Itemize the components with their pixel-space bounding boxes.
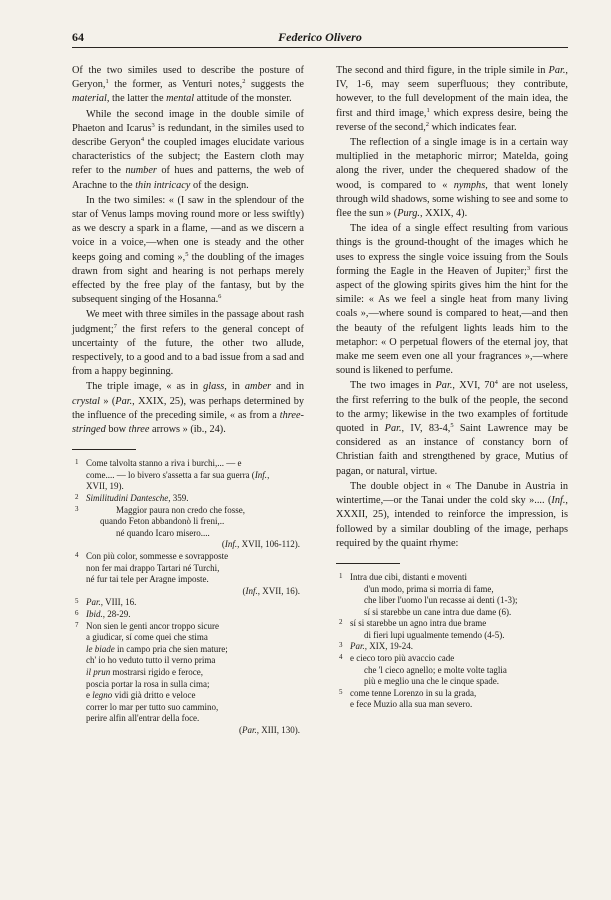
italic-text: three-stringed: [72, 409, 304, 436]
paragraph: [72, 64, 304, 107]
footnote-line: [350, 618, 568, 630]
text-run: The double object in « The Danube in Austria in wintertime,—or the Tanai under the cold sky ».... (: [336, 480, 568, 507]
italic-text: Inf.: [551, 495, 566, 507]
text-run: Saint Lawrence may be considered as an instance of constancy born of Christian faith and strengthened by grace, Mutius of pagan, or natural, virtue.: [336, 423, 568, 477]
footnote-line: [350, 641, 568, 653]
right-column: [336, 64, 568, 711]
italic-text: thin intricacy: [135, 179, 191, 191]
text-run: di fieri lupi ugualmente temendo (4-5).: [364, 629, 505, 640]
text-run: of hues and patterns, the web of Arachne to the: [72, 165, 304, 191]
footnote-mark: 3: [75, 504, 79, 513]
footnote-mark: 4: [75, 551, 79, 560]
text-run: In the two similes: « (I saw in the splendour of the star of Venus lamps moving round more or less swiftly) as we descry a spark in a flame, —and as we discern a voice in a voice,—when one is steady and the other keeps going and coming »,: [72, 194, 304, 263]
italic-text: Inf.: [245, 585, 258, 596]
text-run: Of the two similes used to describe the posture of Geryon,: [72, 65, 304, 91]
italic-text: glass: [203, 381, 225, 393]
text-run: come.... — lo bivero s'assetta a far sua guerra (: [86, 469, 255, 480]
italic-text: Par.: [384, 423, 402, 435]
footnote: [72, 621, 304, 737]
text-run: sí si starebbe un agno intra due brame: [350, 618, 487, 629]
footnote-line: [86, 458, 304, 470]
text-run: Maggior paura non credo che fosse,: [116, 504, 245, 515]
text-run: , XIX, 19-24.: [364, 641, 414, 652]
text-run: quando Feton abbandonò li freni,..: [100, 516, 225, 527]
footnote-line: [86, 586, 304, 598]
footnote-line: [86, 563, 304, 575]
paragraph: [336, 64, 568, 135]
text-run: are not useless, the first referring to the bulk of the people, the second to the army; likewise in the two examples of fortitude quoted in: [336, 380, 568, 435]
italic-text: le biade: [86, 643, 115, 654]
footnote-mark: 5: [75, 597, 79, 606]
text-run: , XXIX, 25), was perhaps determined by the influence of the preceding simile, « as from a: [72, 395, 304, 421]
text-run: né quando Icaro misero....: [116, 527, 210, 538]
footnote-line: [86, 516, 304, 528]
text-run: a giudicar, sí come quei che stima: [86, 632, 208, 643]
text-run: e fece Muzio alla sua man severo.: [350, 699, 473, 710]
footnote-line: [86, 644, 304, 656]
text-run: the coupled images elucidate various characteristics of the subject; the Eastern cloth may refer to the: [72, 137, 304, 177]
footnote-rule: [72, 449, 136, 450]
text-run: , XVI, 70: [452, 380, 495, 392]
text-run: » (: [100, 395, 116, 407]
text-run: come tenne Lorenzo in su la grada,: [350, 687, 477, 698]
text-run: , that went lonely through wild shadows, some wishing to see and some to flee the sun » (: [336, 179, 568, 220]
footnote-ref: 5: [185, 250, 189, 258]
text-run: Non sien le genti ancor troppo sicure: [86, 620, 219, 631]
text-run: poscia portar la rosa in sulla cima;: [86, 678, 210, 689]
text-run: correr lo mar per tutto suo cammino,: [86, 701, 219, 712]
footnote-ref: 3: [151, 121, 155, 129]
footnote-mark: 1: [75, 458, 79, 467]
text-run: of the design.: [190, 179, 249, 191]
paragraph: [72, 194, 304, 308]
footnote-line: [350, 653, 568, 665]
footnote-line: [86, 713, 304, 725]
text-run: vidi già dritto e veloce: [112, 690, 196, 701]
footnote-mark: 2: [75, 493, 79, 502]
text-run: che liber l'uomo l'un recasse ai denti (1-3);: [364, 595, 518, 606]
footnote-mark: 4: [339, 653, 343, 662]
footnote-line: [86, 574, 304, 586]
footnote-line: [86, 621, 304, 633]
paragraph: [336, 480, 568, 551]
italic-text: crystal: [72, 395, 101, 407]
footnote-mark: 7: [75, 620, 79, 629]
text-run: , in: [224, 381, 245, 393]
footnote-mark: 1: [339, 571, 343, 580]
text-run: While the second image in the double simile of Phaeton and Icarus: [72, 108, 304, 134]
footnote-line: [86, 632, 304, 644]
footnote-line: [350, 699, 568, 711]
footnote-line: [86, 470, 304, 482]
italic-text: Ibid.: [86, 609, 103, 619]
italic-text: Par.: [115, 395, 133, 407]
text-run: , XXIX, 4).: [420, 208, 468, 220]
text-run: , the latter the: [106, 93, 167, 105]
footnote-line: [350, 595, 568, 607]
footnote: [72, 458, 304, 493]
text-run: which indicates fear.: [429, 121, 517, 133]
running-title: Federico Olivero: [278, 30, 362, 44]
footnote-line: [86, 493, 304, 505]
text-run: Come talvolta stanno a riva i burchi,... — e: [86, 458, 242, 469]
text-run: e cieco toro più avaccio cade: [350, 653, 455, 664]
footnote-ref: 1: [105, 78, 109, 86]
paragraph: [336, 222, 568, 378]
text-run: ch' io ho veduto tutto il verno prima: [86, 655, 216, 666]
italic-text: nymphs: [453, 179, 486, 191]
footnote: [72, 551, 304, 597]
italic-text: Purg.: [397, 208, 420, 220]
text-run: né fur tai tele per Aragne imposte.: [86, 574, 209, 585]
footnote-line: [86, 597, 304, 609]
italic-text: legno: [92, 690, 113, 701]
italic-text: Par.: [350, 641, 365, 652]
text-run: , XVII, 16).: [257, 585, 300, 596]
footnotes: [336, 572, 568, 711]
text-run: più e meglio una che le cinque spade.: [364, 676, 499, 687]
text-run: the first refers to the general concept of uncertainty of the future, the other two allude, respectively, to a good and to a bad issue from a sad and from a happy beginning.: [72, 323, 304, 378]
footnote-line: [350, 584, 568, 596]
footnote-line: [86, 725, 304, 737]
footnote-mark: 5: [339, 687, 343, 696]
text-run: and in: [271, 381, 305, 393]
text-run: The reflection of a single image is in a certain way multiplied in the metaphoric mirror; Matelda, going along the river, under the chequered shadow of the wood, is compared to «: [336, 137, 568, 191]
footnote-rule: [336, 563, 400, 564]
footnote-ref: 6: [218, 293, 222, 301]
text-run: The two images in: [350, 380, 436, 392]
footnote-ref: 7: [113, 322, 118, 330]
text-run: first the aspect of the glowing spirits gives him the hint for the simile: « As we feel a single heat from many living coals »,—where sound is compared to heat,—and then the beauty of the refulgent lights leads him to the metaphor: « O perpetual flowers of the eternal joy, that make me seem even one all your fragrances »,—where sound is likened to perfume.: [336, 265, 568, 377]
header-rule: [72, 47, 568, 48]
italic-text: il prun: [86, 666, 111, 677]
text-run: suggests the: [245, 79, 304, 91]
text-run: , XXXII, 25), intended to reinforce the impression, is followed by a similar doubling of the image, perhaps required by the quaint rhyme:: [336, 495, 568, 549]
footnote: [72, 505, 304, 551]
italic-text: number: [125, 165, 157, 177]
italic-text: Inf.: [224, 539, 238, 550]
footnote-line: [86, 539, 304, 551]
text-run: , XVII, 106-112).: [237, 539, 300, 550]
footnote-line: [350, 630, 568, 642]
footnote: [72, 493, 304, 505]
text-run: sí si starebbe un cane intra due dame (6).: [364, 606, 512, 617]
footnote-line: [86, 702, 304, 714]
footnote: [336, 641, 568, 653]
text-run: The triple image, « as in: [86, 381, 204, 393]
paragraph: [72, 108, 304, 193]
footnote-mark: 2: [339, 618, 343, 627]
footnote-line: [350, 676, 568, 688]
footnote: [336, 618, 568, 641]
paragraph: [72, 380, 304, 437]
text-run: bow: [105, 424, 129, 436]
text-run: (: [242, 585, 246, 596]
footnote-line: [86, 551, 304, 563]
footnotes: [72, 458, 304, 736]
text-run: Con più color, sommesse e sovrapposte: [86, 551, 229, 562]
italic-text: material: [72, 93, 107, 105]
text-run: , 359.: [168, 493, 189, 504]
text-run: the former, as Venturi notes,: [108, 79, 243, 91]
text-run: attitude of the monster.: [194, 93, 292, 105]
footnote-line: [86, 481, 304, 493]
footnote: [336, 688, 568, 711]
footnote: [336, 653, 568, 688]
text-run: non fer mai drappo Tartari né Turchi,: [86, 562, 220, 573]
paragraph: [72, 308, 304, 379]
footnote-ref: 2: [242, 78, 246, 86]
italic-text: Par.: [435, 380, 453, 392]
text-run: We meet with three similes in the passage about rash judgment;: [72, 309, 304, 335]
paragraph: [336, 136, 568, 221]
footnote-line: [350, 572, 568, 584]
page-number: 64: [72, 30, 84, 44]
footnote-ref: 3: [526, 264, 531, 272]
italic-text: Par.: [548, 65, 566, 76]
footnote-line: [86, 655, 304, 667]
italic-text: Par.: [241, 724, 257, 735]
footnote-line: [350, 688, 568, 700]
left-column: [72, 64, 304, 737]
text-run: , 28-29.: [102, 609, 131, 619]
text-run: The idea of a single effect resulting from various things is the ground-thought of the images which he uses to express the single voice issuing from the Souls forming the Eagle in the Heaven of Jupiter;: [336, 223, 568, 277]
text-run: mostrarsi rigido e feroce,: [110, 666, 203, 677]
footnote-line: [86, 667, 304, 679]
text-run: XVII, 19).: [86, 481, 124, 492]
footnote-line: [86, 609, 304, 621]
footnote-line: [86, 505, 304, 517]
italic-text: three: [128, 424, 150, 436]
footnote: [336, 572, 568, 618]
italic-text: Similitudini Dantesche: [86, 493, 169, 504]
footnote-ref: 5: [450, 422, 454, 430]
text-run: e: [86, 690, 93, 701]
footnote-ref: 4: [140, 136, 145, 144]
text-run: is redundant, in the similes used to describe Geryon: [72, 122, 304, 149]
running-header: [72, 30, 568, 46]
text-run: perire alfin all'entrar della foce.: [86, 713, 200, 724]
text-run: d'un modo, prima si morria di fame,: [364, 583, 494, 594]
text-run: the doubling of the images drawn from sight and hearing is not perhaps merely effected by the free play of the fantasy, but by the subsequent singing of the Hosanna.: [72, 251, 304, 306]
footnote-ref: 2: [425, 120, 430, 128]
text-run: , IV, 1-6, may seem superfluous; they contribute, however, to the full development of the main idea, the first and third image,: [336, 65, 568, 119]
text-run: , VIII, 16.: [100, 597, 137, 608]
text-run: (: [238, 724, 242, 735]
italic-text: amber: [244, 381, 272, 393]
footnote: [72, 609, 304, 621]
footnote-line: [86, 679, 304, 691]
text-run: , XIII, 130).: [256, 724, 300, 735]
text-run: in campo pria che sien mature;: [114, 643, 228, 654]
text-run: which express desire, being the reverse of the second,: [336, 107, 568, 133]
text-run: The second and third figure, in the triple simile in: [336, 65, 549, 76]
footnote-ref: 1: [426, 106, 430, 114]
text-run: arrows » (ib., 24).: [149, 424, 226, 436]
text-run: che 'l cieco agnello; e molte volte taglia: [364, 664, 507, 675]
paragraph: [336, 379, 568, 478]
footnote-mark: 6: [75, 609, 79, 617]
text-run: (: [221, 539, 225, 550]
footnote-line: [350, 607, 568, 619]
italic-text: Inf.: [254, 469, 268, 480]
footnote-ref: 4: [494, 379, 498, 387]
footnote-line: [350, 665, 568, 677]
text-run: , IV, 83-4,: [401, 423, 451, 435]
footnote-line: [86, 690, 304, 702]
italic-text: Par.: [86, 597, 101, 608]
italic-text: mental: [166, 93, 195, 105]
text-run: Intra due cibi, distanti e moventi: [350, 571, 467, 582]
footnote-line: [86, 528, 304, 540]
footnote-mark: 3: [339, 641, 343, 650]
text-run: ,: [267, 469, 270, 480]
footnote: [72, 597, 304, 609]
